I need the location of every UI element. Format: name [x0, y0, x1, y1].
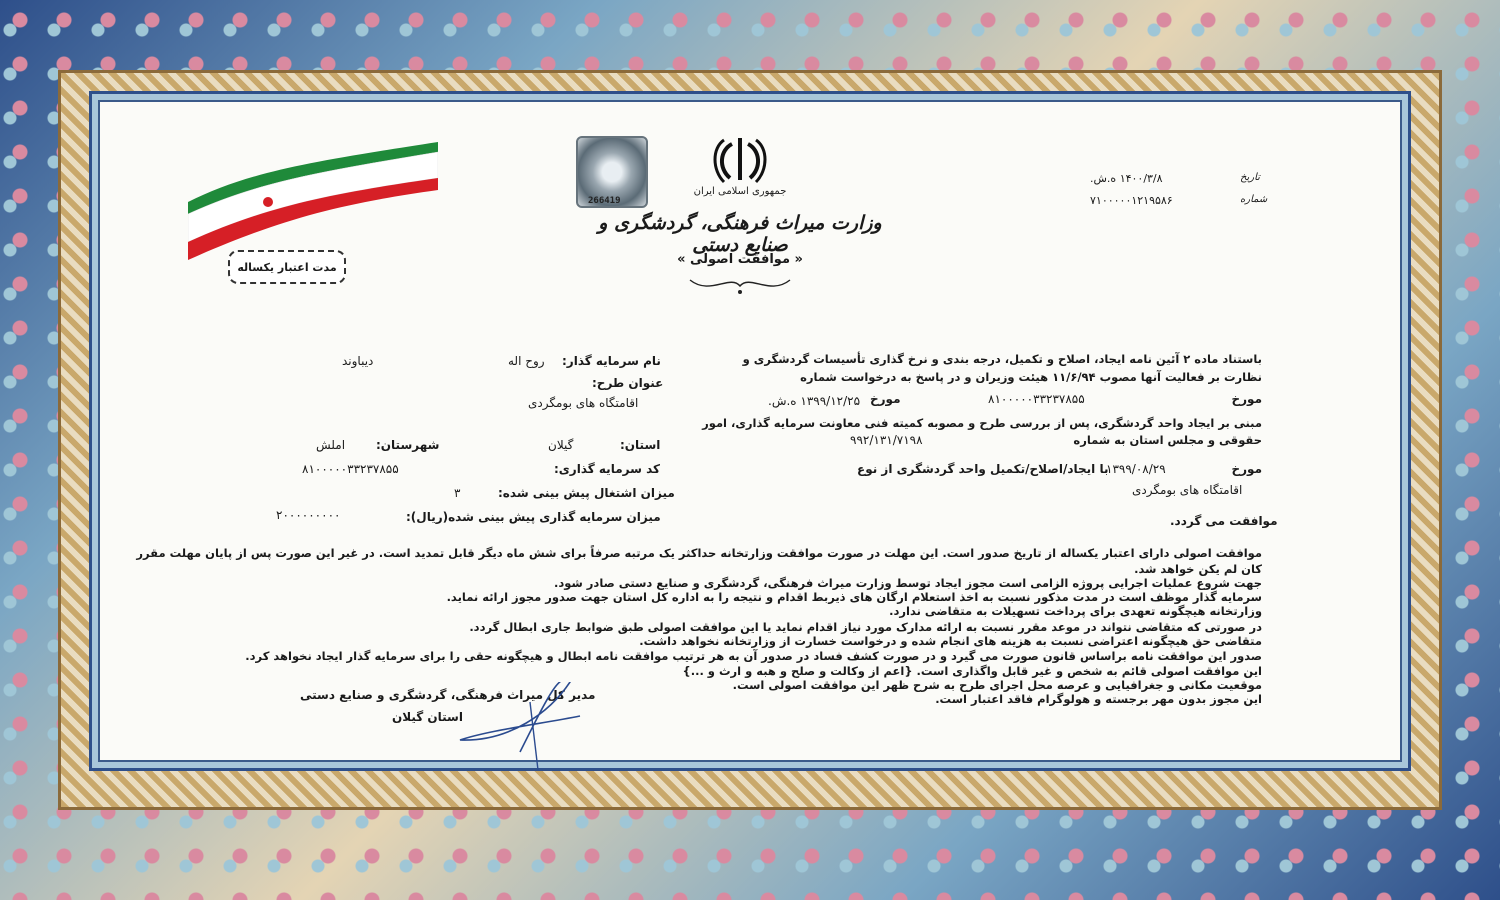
- employment-label: میزان اشتغال پیش بینی شده:: [498, 486, 675, 500]
- condition-4: وزارتخانه هیچگونه تعهدی برای پرداخت تسهیلات به متقاضی ندارد.: [889, 604, 1262, 618]
- date-value: ۱۴۰۰/۳/۸ ه.ش.: [1090, 172, 1163, 185]
- iran-flag-ribbon: [188, 142, 438, 262]
- city-label: شهرستان:: [376, 438, 440, 452]
- employment-value: ۳: [454, 486, 461, 500]
- handwritten-signature: [400, 682, 600, 772]
- number-value: ۷۱۰۰۰۰۰۱۲۱۹۵۸۶: [1090, 194, 1173, 207]
- province-label: استان:: [620, 438, 661, 452]
- ornament-icon: [680, 272, 800, 298]
- investment-code-value: ۸۱۰۰۰۰۰۳۳۲۳۷۸۵۵: [302, 462, 399, 476]
- number-label: شماره: [1240, 194, 1268, 205]
- condition-5: در صورتی که متقاضی نتواند در موعد مقرر نسبت به ارائه مدارک مورد نیاز اقدام نماید یا این موافقت اصولی طبق ضوابط جاری ابطال گردد.: [469, 620, 1262, 634]
- document-type: « موافقت اصولی »: [677, 252, 803, 267]
- approval-text: موافقت می گردد.: [1170, 514, 1278, 528]
- date-label: تاریخ: [1240, 172, 1260, 183]
- condition-10: این مجوز بدون مهر برجسته و هولوگرام فاقد اعتبار است.: [935, 692, 1262, 706]
- committee-dated-label: مورخ: [1231, 462, 1262, 476]
- condition-3: سرمایه گذار موظف است در مدت مذکور نسبت به اخذ استعلام ارگان های ذیربط اقدام و نتیجه را به اداره کل استان جهت صدور مجوز ارائه نماید.: [446, 590, 1262, 604]
- certificate-paper: [98, 100, 1402, 762]
- committee-date: ۱۳۹۹/۰۸/۲۹: [1106, 462, 1166, 476]
- condition-9: موقعیت مکانی و جغرافیایی و عرصه محل اجرای طرح به شرح ظهر این موافقت اصولی است.: [732, 678, 1262, 692]
- condition-7: صدور این موافقت نامه براساس قانون صورت می گیرد و در صورت کشف فساد در صدور آن به هر ترتیب موافقت نامه ابطال و هیچگونه حقی را برای سرمایه گذار ایجاد نخواهد کرد.: [245, 649, 1262, 663]
- condition-6: متقاضی حق هیچگونه اعتراضی نسبت به هزینه های انجام شده و درخواست خسارت از وزارتخانه نخواهد داشت.: [639, 634, 1262, 648]
- dated-label: مورخ: [1231, 392, 1262, 406]
- intro-line-1: باستناد ماده ۲ آئین نامه ایجاد، اصلاح و تکمیل، درجه بندی و نرخ گذاری تأسیسات گردشگری و: [742, 352, 1262, 366]
- unit-type-value: اقامتگاه های بومگردی: [1132, 483, 1243, 497]
- unit-type-text: با ایجاد/اصلاح/تکمیل واحد گردشگری از نوع: [857, 462, 1109, 476]
- city-value: املش: [316, 438, 346, 452]
- request-date: ۱۳۹۹/۱۲/۲۵ ه.ش.: [768, 394, 861, 408]
- investment-code-label: کد سرمایه گذاری:: [554, 462, 660, 476]
- validity-badge: مدت اعتبار یکساله: [228, 250, 346, 284]
- project-title-label: عنوان طرح:: [592, 376, 664, 390]
- intro-line-4: حقوقی و مجلس استان به شماره: [1073, 433, 1262, 447]
- signatory-province: استان گیلان: [392, 710, 463, 724]
- investor-last-name: دیباوند: [342, 354, 374, 368]
- national-emblem-icon: [710, 134, 770, 186]
- investor-first-name: روح اله: [508, 354, 545, 368]
- intro-line-2: نظارت بر فعالیت آنها مصوب ۱۱/۶/۹۴ هیئت وزیران و در پاسخ به درخواست شماره: [800, 370, 1262, 384]
- investor-label: نام سرمایه گذار:: [562, 354, 661, 368]
- dated-label-2: مورخ: [870, 392, 901, 406]
- government-name: جمهوری اسلامی ایران: [693, 186, 787, 197]
- request-number: ۸۱۰۰۰۰۰۳۳۲۳۷۸۵۵: [988, 392, 1085, 406]
- intro-line-3: مبنی بر ایجاد واحد گردشگری، پس از بررسی طرح و مصوبه کمیته فنی معاونت سرمایه گذاری، امور: [702, 416, 1262, 430]
- condition-8: این موافقت اصولی قائم به شخص و غیر قابل واگذاری است. {اعم از وکالت و صلح و هبه و ارث و ...}: [682, 664, 1262, 678]
- province-value: گیلان: [548, 438, 574, 452]
- condition-1: موافقت اصولی دارای اعتبار یکساله از تاریخ صدور است. این مهلت در صورت موافقت وزارتخانه حداکثر یک مرتبه صرفاً برای شش ماه دیگر قابل تمدید است. در غیر این صورت پس از پایان مهلت مقرر: [136, 546, 1262, 560]
- signatory-title: مدیر کل میراث فرهنگی، گردشگری و صنایع دستی: [300, 688, 596, 702]
- capital-label: میزان سرمایه گذاری پیش بینی شده(ریال):: [406, 510, 661, 524]
- project-title-value: اقامتگاه های بومگردی: [528, 396, 639, 410]
- committee-number: ۹۹۲/۱۳۱/۷۱۹۸: [850, 433, 923, 447]
- capital-value: ۲۰۰۰۰۰۰۰۰۰: [276, 508, 341, 522]
- ministry-name: وزارت میراث فرهنگی، گردشگری و صنایع دستی: [598, 212, 882, 256]
- condition-1b: کان لم یکن خواهد شد.: [1134, 562, 1262, 576]
- condition-2: جهت شروع عملیات اجرایی پروژه الزامی است مجوز ایجاد توسط وزارت میراث فرهنگی، گردشگری و صنایع دستی صادر شود.: [554, 576, 1262, 590]
- hologram-code: 266419: [588, 196, 621, 206]
